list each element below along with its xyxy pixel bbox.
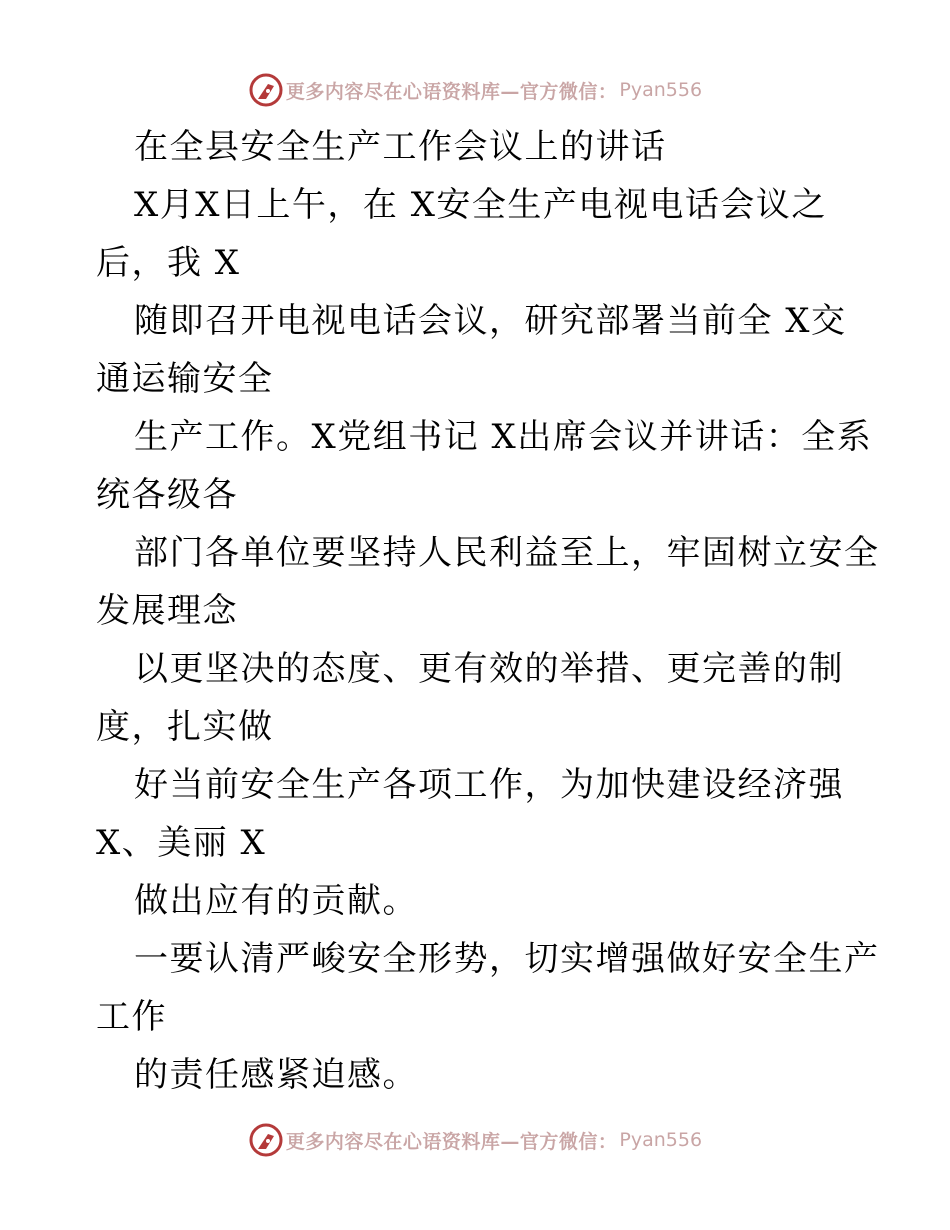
text-line: 以更坚决的态度、更有效的举措、更完善的制: [134, 649, 844, 689]
text-line: X月X日上午，在 X安全生产电视电话会议之: [134, 185, 827, 225]
document-body: [96, 118, 886, 1104]
text-line: 一要认清严峻安全形势，切实增强做好安全生产: [134, 939, 880, 979]
text-line: 做出应有的贡献。: [134, 881, 418, 921]
text-line: 部门各单位要坚持人民利益至上，牢固树立安全: [134, 533, 880, 573]
text-line: 通运输安全: [96, 359, 274, 399]
pen-nib-logo-icon: [248, 72, 284, 108]
watermark-text: 更多内容尽在心语资料库—官方微信：: [285, 1130, 618, 1153]
text-line: 统各级各: [96, 475, 238, 515]
text-line: 工作: [96, 997, 167, 1037]
text-line: 在全县安全生产工作会议上的讲话: [134, 127, 667, 167]
text-line: 发展理念: [96, 591, 238, 631]
text-line: 生产工作。X党组书记 X出席会议并讲话：全系: [134, 417, 873, 457]
header-watermark: [0, 70, 950, 110]
watermark-contact: Pyan556: [619, 1129, 703, 1151]
text-line: X、美丽 X: [96, 823, 267, 863]
text-line: 随即召开电视电话会议，研究部署当前全 X交: [134, 301, 847, 341]
watermark-text: 更多内容尽在心语资料库—官方微信：: [285, 80, 618, 103]
text-line: 的责任感紧迫感。: [134, 1055, 418, 1095]
text-line: 好当前安全生产各项工作，为加快建设经济强: [134, 765, 844, 805]
pen-nib-logo-icon: [248, 1122, 284, 1158]
text-line: 后，我 X: [96, 243, 241, 283]
footer-watermark: [0, 1120, 950, 1160]
watermark-contact: Pyan556: [619, 79, 703, 101]
text-line: 度，扎实做: [96, 707, 274, 747]
